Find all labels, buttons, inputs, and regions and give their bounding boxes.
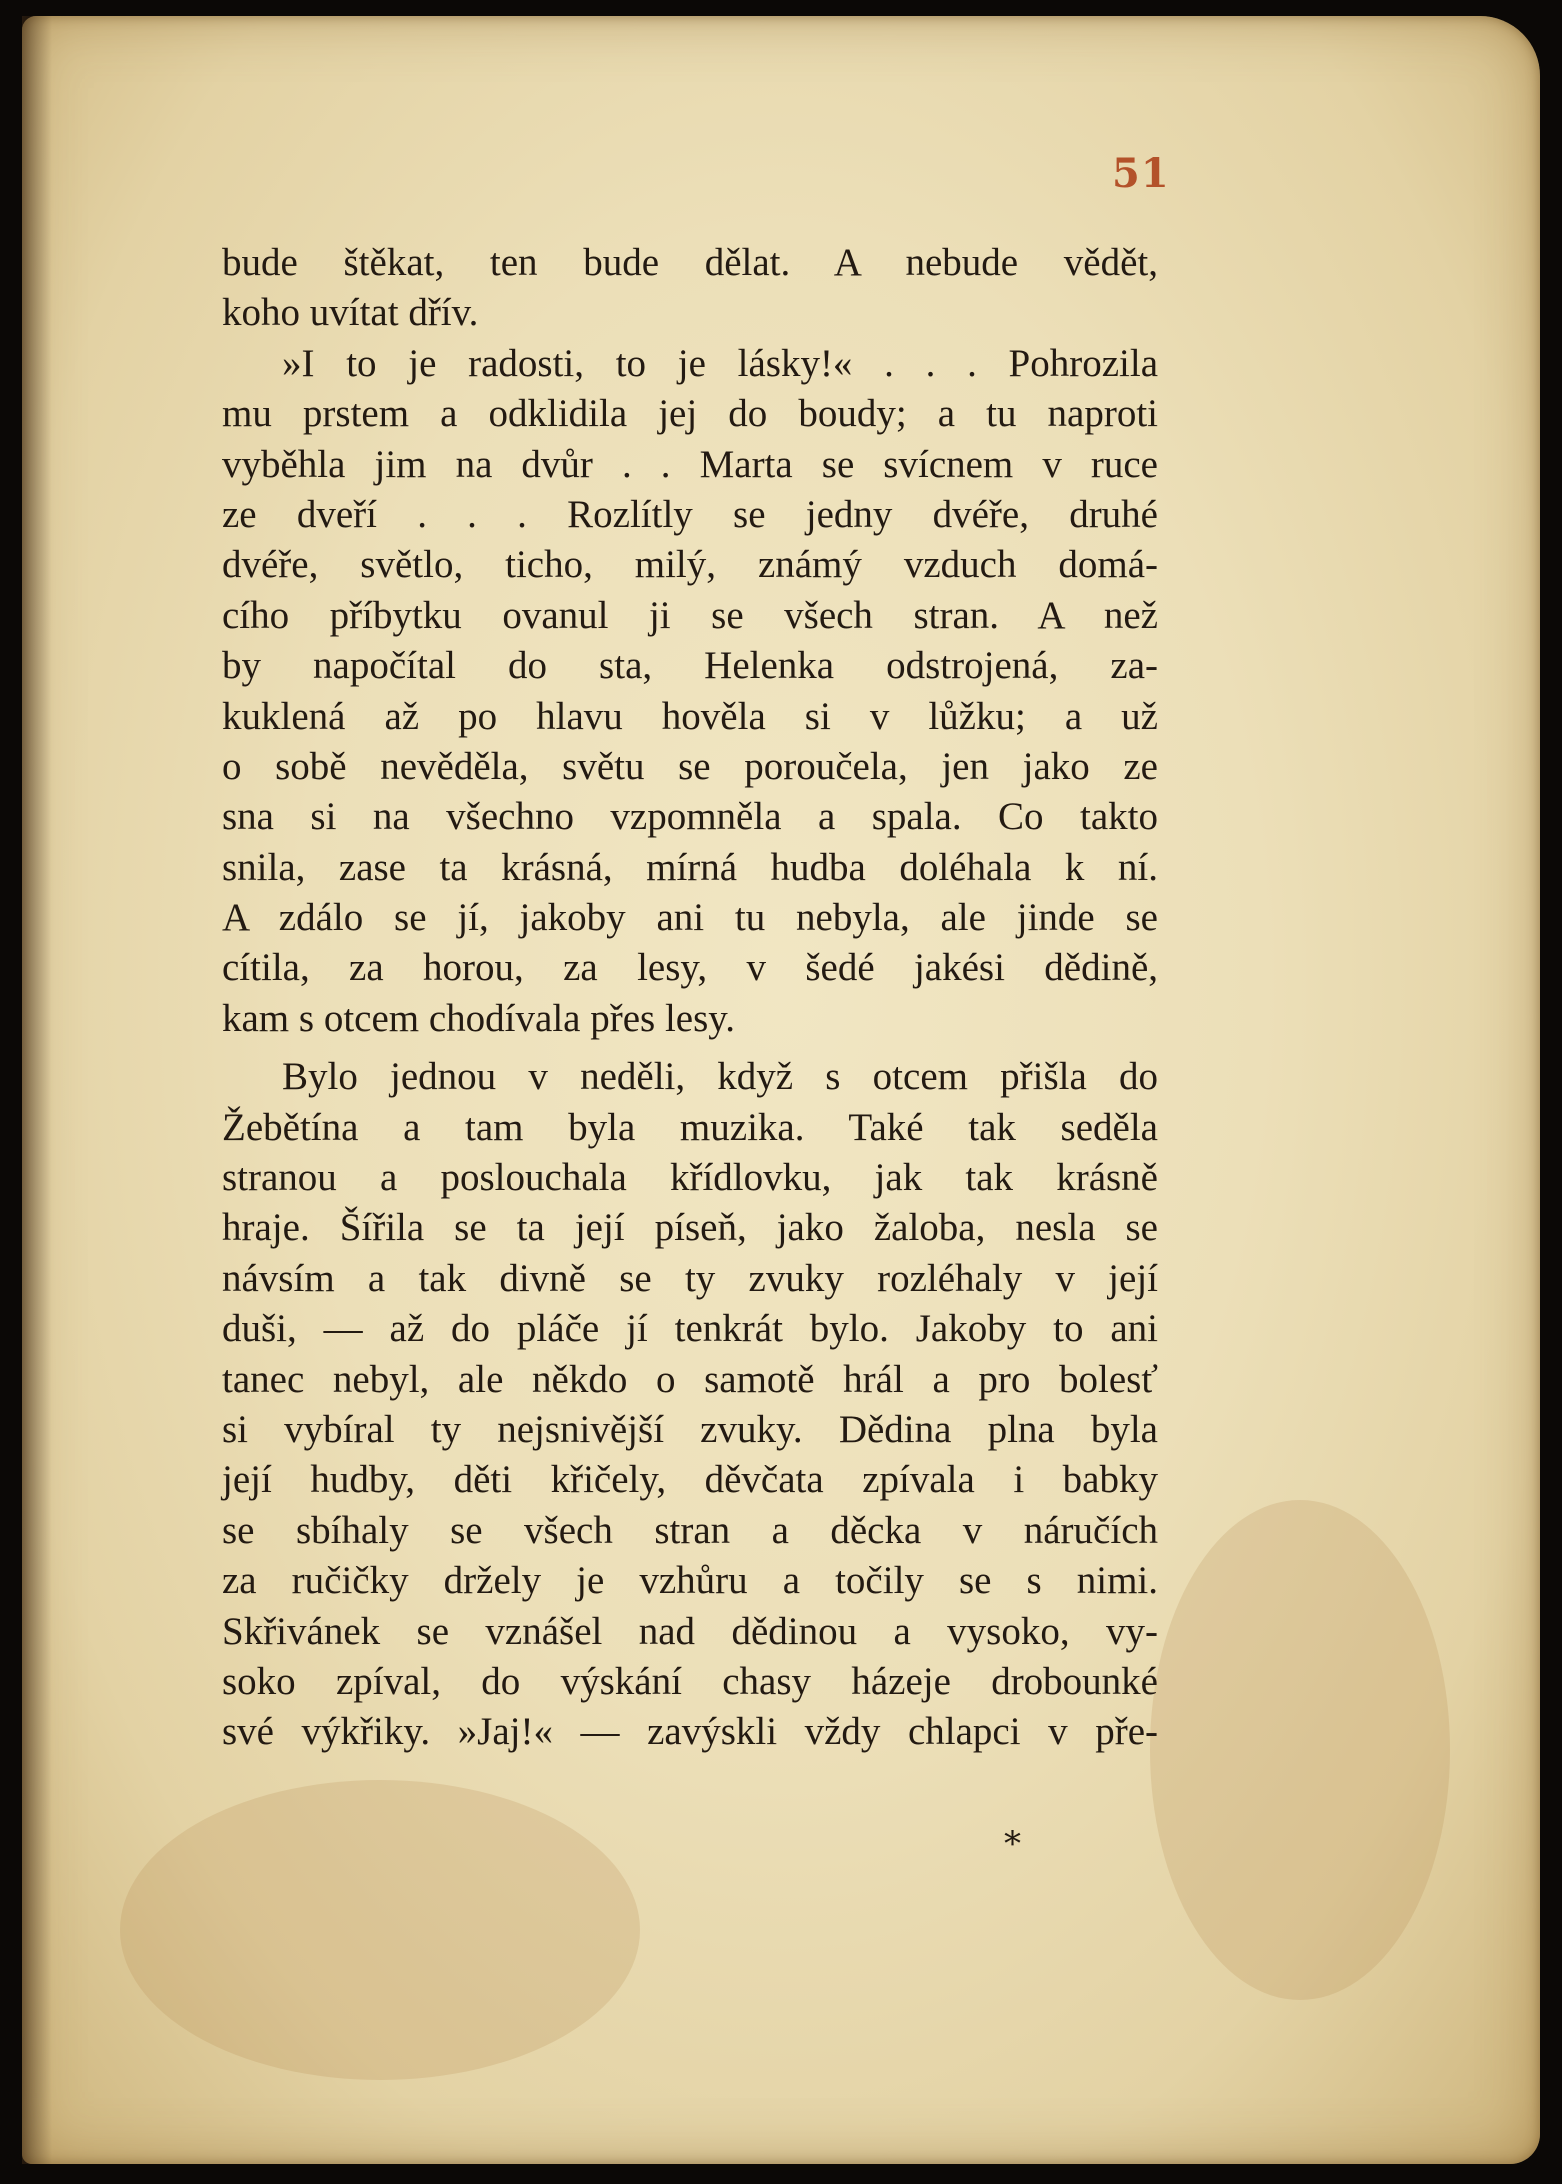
body-text [222,238,1158,1758]
text-line: mu prstem a odklidila jej do boudy; a tu naproti [222,392,1158,436]
text-line: vyběhla jim na dvůr . . Marta se svícnem v ruce [222,442,1158,486]
text-line: o sobě nevěděla, světu se poroučela, jen jako ze [222,744,1158,788]
book-spine-shadow [22,16,52,2164]
text-line: snila, zase ta krásná, mírná hudba doléhala k ní. [222,845,1158,889]
text-line: koho uvítat dřív. [222,291,479,335]
text-line: své výkřiky. »Jaj!« — zavýskli vždy chlapci v pře- [222,1710,1158,1754]
text-line: si vybíral ty nejsnivější zvuky. Dědina plna byla [222,1407,1158,1451]
text-line: hraje. Šířila se ta její píseň, jako žaloba, nesla se [222,1206,1158,1250]
text-line: její hudby, děti křičely, děvčata zpívala i babky [222,1458,1158,1502]
text-line: cího příbytku ovanul ji se všech stran. A než [222,593,1158,637]
text-line: kam s otcem chodívala přes lesy. [222,996,735,1040]
text-line: A zdálo se jí, jakoby ani tu nebyla, ale jinde se [222,896,1158,940]
text-line: soko zpíval, do výskání chasy házeje drobounké [222,1659,1158,1703]
page-number: 51 [1112,150,1170,197]
text-line: Bylo jednou v neděli, když s otcem přišla do [282,1055,1158,1099]
paper-stain [120,1780,640,2080]
text-line: »I to je radosti, to je lásky!« . . . Pohrozila [282,341,1158,385]
text-line: Žebětína a tam byla muzika. Také tak seděla [222,1105,1158,1149]
text-line: ze dveří . . . Rozlítly se jedny dvéře, druhé [222,492,1158,536]
text-line: duši, — až do pláče jí tenkrát bylo. Jakoby to ani [222,1307,1158,1351]
text-line: se sbíhaly se všech stran a děcka v náručích [222,1508,1158,1552]
text-line: návsím a tak divně se ty zvuky rozléhaly v její [222,1256,1158,1300]
footnote-asterisk: * [1004,1824,1021,1864]
text-line: tanec nebyl, ale někdo o samotě hrál a pro bolesť [222,1357,1158,1401]
paper-stain [1150,1500,1450,2000]
text-line: sna si na všechno vzpomněla a spala. Co takto [222,795,1158,839]
text-line: cítila, za horou, za lesy, v šedé jakési dědině, [222,946,1158,990]
text-line: dvéře, světlo, ticho, milý, známý vzduch domá- [222,543,1158,587]
text-line: stranou a poslouchala křídlovku, jak tak krásně [222,1156,1158,1200]
text-line: za ručičky držely je vzhůru a točily se s nimi. [222,1559,1158,1603]
text-line: bude štěkat, ten bude dělat. A nebude vědět, [222,241,1158,284]
text-line: kuklená až po hlavu hověla si v lůžku; a už [222,694,1158,738]
text-line: by napočítal do sta, Helenka odstrojená, za- [222,644,1158,688]
text-line: Skřivánek se vznášel nad dědinou a vysoko, vy- [222,1609,1158,1653]
